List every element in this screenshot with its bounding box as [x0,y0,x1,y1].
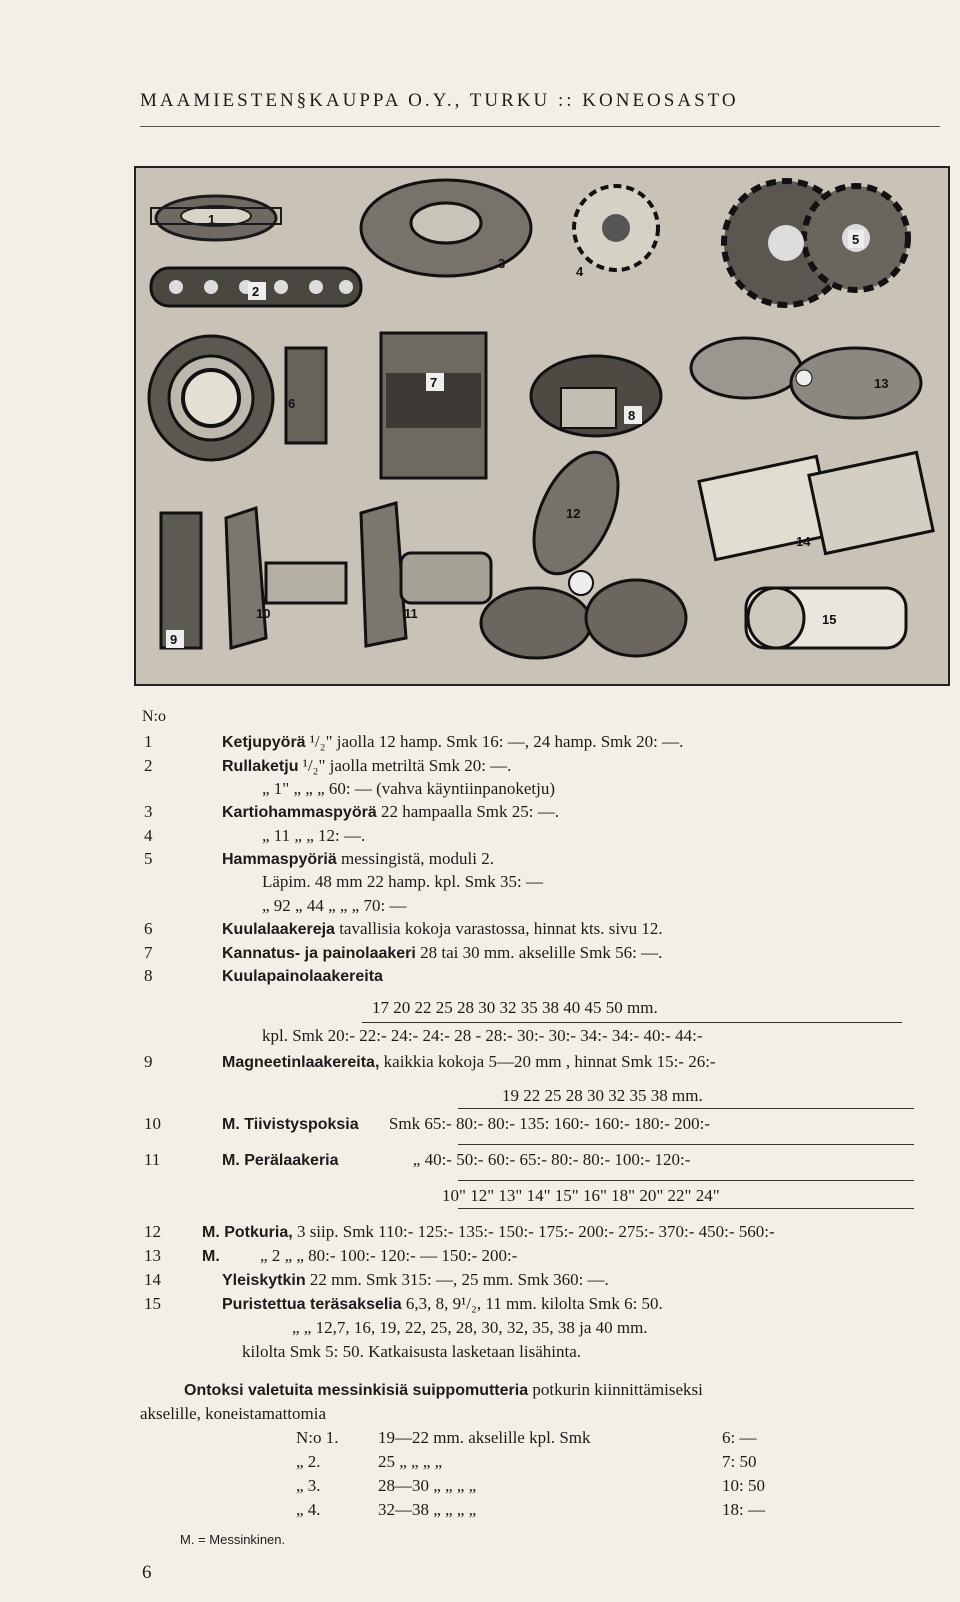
item-text: Smk 65:- 80:- 80:- 135: 160:- 160:- 180:- 200:- [388,1114,710,1133]
item-text: „ 1" „ „ „ 60: — (vahva käyntiinpanoketju) [262,779,556,798]
plate-num-10: 10 [256,606,271,621]
item15-line2: „ „ 12,7, 16, 19, 22, 25, 28, 30, 32, 35, 38 ja 40 mm. [292,1318,648,1337]
plate-num-12: 12 [566,506,581,521]
plate-num-7: 7 [430,375,438,390]
table8-sizes: 17 20 22 25 28 30 32 35 38 40 45 50 mm. [372,998,658,1017]
bevel-gear-figure [361,180,531,276]
plate-num-1: 1 [208,212,216,227]
plate-num-14: 14 [796,534,811,549]
header-rule [140,126,940,127]
item-name: Puristettua teräsakselia [222,1296,402,1313]
table12-rule [458,1208,914,1209]
plate-num-2: 2 [252,284,260,299]
table10-rule [458,1108,914,1109]
item-name: Magneetinlaakereita, [222,1054,380,1071]
table10-sizes: 19 22 25 28 30 32 35 38 mm. [502,1086,703,1105]
list-item: „ 2. 25 „ „ „ „ 7: 50 [296,1452,757,1471]
item-name: Ketjupyörä [222,734,306,751]
magneto-bearing-figure [161,513,201,648]
item-text: „ 40:- 50:- 60:- 65:- 80:- 80:- 100:- 120:- [412,1150,691,1169]
item-text: „ 92 „ 44 „ „ „ 70: — [262,896,407,915]
list-item: „ 3. 28—30 „ „ „ „ 10: 50 [296,1476,765,1495]
nut-note [184,1380,703,1401]
nut-note-rest: potkurin kiinnittämiseksi [532,1380,703,1399]
item-text: 3 siip. Smk 110:- 125:- 135:- 150:- 175:- 200:- 275:- 370:- 450:- 560:- [296,1222,775,1241]
list-item: „ 4. 32—38 „ „ „ „ 18: — [296,1500,765,1519]
item-text: kaikkia kokoja 5—20 mm , hinnat Smk 15:- 26:- [383,1052,716,1071]
item-name: Kannatus- ja painolaakeri [222,945,416,962]
item-name: Kartiohammaspyörä [222,804,377,821]
item-text: tavallisia kokoja varastossa, hinnat kts. sivu 12. [339,919,663,938]
ball-bearing-figure [149,336,326,460]
plate-num-15: 15 [822,612,837,627]
item-name: M. [202,1248,220,1265]
sprocket-figure [151,196,281,240]
item15-line3: kilolta Smk 5: 50. Katkaisusta lasketaan lisähinta. [242,1342,581,1361]
item-text: „ 2 „ „ 80:- 100:- 120:- — 150:- 200:- [260,1246,518,1265]
number-column-label: N:o [142,708,166,725]
item-text: ¹/₂" jaolla metriltä Smk 20: —. [302,756,512,775]
item-name: M. Potkuria, [202,1224,293,1241]
spur-gears-figure [724,181,908,305]
table12-rule-top [458,1180,914,1181]
list-item: N:o 1. 19—22 mm. akselille kpl. Smk 6: — [296,1428,757,1447]
item-text: messingistä, moduli 2. [340,849,494,868]
plate-num-9: 9 [170,632,178,647]
table12-sizes: 10" 12" 13" 14" 15" 16" 18" 20" 22" 24" [442,1186,720,1205]
page-header: MAAMIESTEN§KAUPPA O.Y., TURKU :: KONEOSASTO [140,90,739,111]
nut-note-lead: Ontoksi valetuita messinkisiä suippomutteria [184,1382,529,1399]
item-name: Rullaketju [222,758,299,775]
parts-illustration [134,166,950,686]
item-name: M. Perälaakeria [222,1152,339,1169]
item-text: 28 tai 30 mm. akselille Smk 56: —. [420,943,663,962]
item-name: M. Tiivistyspoksia [222,1116,359,1133]
footnote: M. = Messinkinen. [180,1532,286,1547]
small-gear-figure [574,186,658,270]
item-name: Hammaspyöriä [222,851,337,868]
parts-drawing [136,168,948,684]
item-name: Kuulapainolaakereita [222,968,383,985]
item-name: Kuulalaakereja [222,921,335,938]
table8-prices: kpl. Smk 20:- 22:- 24:- 24:- 28 - 28:- 30:- 30:- 34:- 34:- 40:- 44:- [262,1026,703,1045]
item-text: ¹/₂" jaolla 12 hamp. Smk 16: —, 24 hamp. Smk 20: —. [309,732,684,751]
plate-num-5: 5 [852,232,860,247]
plate-num-13: 13 [874,376,889,391]
plate-num-4: 4 [576,264,584,279]
item-text: 22 hampaalla Smk 25: —. [380,802,559,821]
item-text: Läpim. 48 mm 22 hamp. kpl. Smk 35: — [262,872,543,891]
table8-rule [362,1022,902,1023]
item-text: 6,3, 8, 9¹/₂, 11 mm. kilolta Smk 6: 50. [405,1294,663,1313]
item-text: 22 mm. Smk 315: —, 25 mm. Smk 360: —. [309,1270,609,1289]
page-number: 6 [142,1562,152,1583]
nut-note-line2: akselille, koneistamattomia [140,1404,327,1423]
plate-num-3: 3 [498,256,506,271]
plate-num-11: 11 [404,606,418,621]
item-name: Yleiskytkin [222,1272,306,1289]
plate-num-6: 6 [288,396,296,411]
plate-num-8: 8 [628,408,636,423]
table11-rule [458,1144,914,1145]
bearing-block-figure [381,333,486,478]
item-text: „ 11 „ „ 12: —. [262,826,366,845]
